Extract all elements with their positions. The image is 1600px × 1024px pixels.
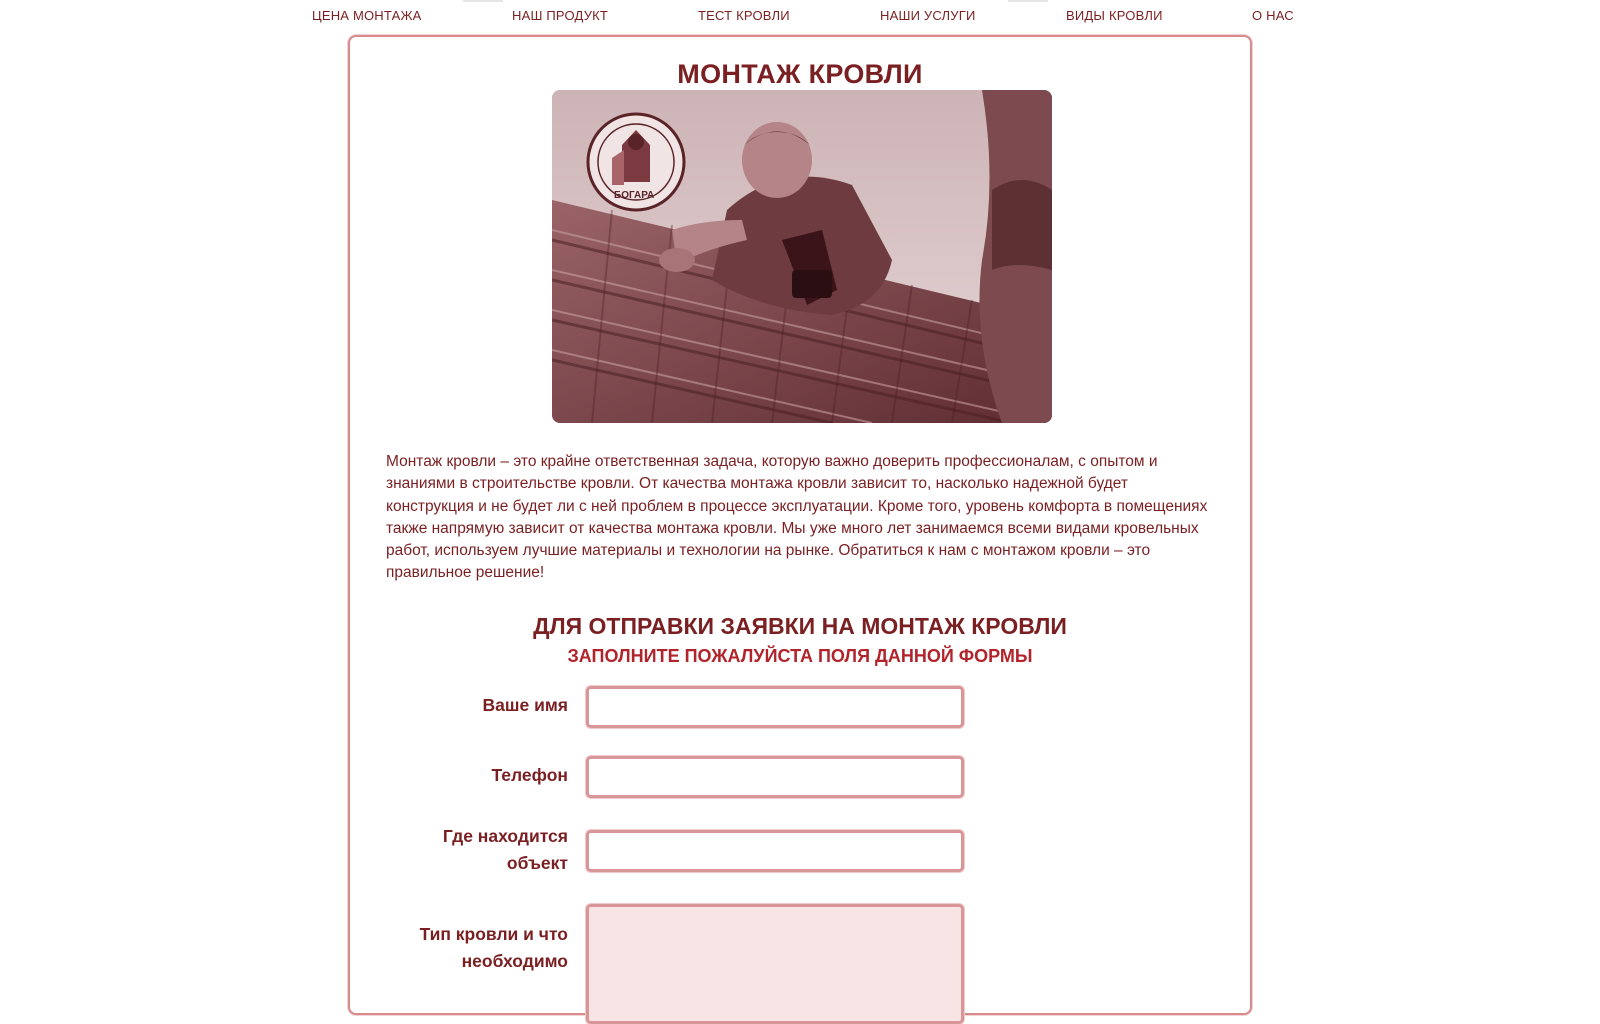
name-field[interactable] bbox=[586, 686, 964, 728]
location-label bbox=[390, 823, 568, 877]
location-field[interactable] bbox=[586, 830, 964, 872]
nav-divider bbox=[1008, 0, 1048, 2]
form-subtitle: ЗАПОЛНИТЕ ПОЖАЛУЙСТА ПОЛЯ ДАННОЙ ФОРМЫ bbox=[567, 646, 1033, 666]
nav-item-roof-types[interactable]: ВИДЫ КРОВЛИ bbox=[1066, 8, 1163, 23]
content-card bbox=[348, 35, 1252, 1015]
top-navigation bbox=[0, 0, 1600, 34]
roof-type-label bbox=[390, 921, 568, 975]
roofer-photo-drawing bbox=[552, 90, 1052, 423]
location-label-line1: Где находится bbox=[442, 826, 568, 846]
company-logo bbox=[588, 114, 684, 210]
nav-item-our-product[interactable]: НАШ ПРОДУКТ bbox=[512, 8, 609, 23]
nav-item-about-us[interactable]: О НАС bbox=[1252, 8, 1294, 23]
location-label-line2: объект bbox=[506, 853, 568, 873]
form-title: ДЛЯ ОТПРАВКИ ЗАЯВКИ НА МОНТАЖ КРОВЛИ bbox=[533, 613, 1067, 639]
roof-type-textarea[interactable] bbox=[586, 904, 964, 1024]
page-title: МОНТАЖ КРОВЛИ bbox=[677, 59, 923, 89]
roof-type-label-line2: необходимо bbox=[461, 951, 568, 971]
roofer-photo bbox=[552, 90, 1052, 423]
nav-item-installation-price[interactable]: ЦЕНА МОНТАЖА bbox=[312, 8, 422, 23]
description-text: Монтаж кровли – это крайне ответственная задача, которую важно доверить профессионалам, с опытом и знаниями в строительстве кровли. От качества монтажа кровли зависит то, насколько надежной будет конструкция и не будет ли с ней проблем в процессе эксплуатации. Кроме того, уровень комфорта в помещениях также напрямую зависит от качества монтажа кровли. Мы уже много лет занимаемся всеми видами кровельных работ, используем лучшие материалы и технологии на рынке. Обратиться к нам с монтажом кровли – это правильное решение! bbox=[386, 453, 1208, 582]
phone-label: Телефон bbox=[491, 765, 568, 785]
name-label: Ваше имя bbox=[482, 695, 568, 715]
nav-item-our-services[interactable]: НАШИ УСЛУГИ bbox=[880, 8, 976, 23]
nav-item-roof-test[interactable]: ТЕСТ КРОВЛИ bbox=[698, 8, 790, 23]
roof-type-label-line1: Тип кровли и что bbox=[419, 924, 568, 944]
nav-divider bbox=[463, 0, 503, 2]
phone-field[interactable] bbox=[586, 756, 964, 798]
logo-text: БОГАРА bbox=[614, 190, 655, 201]
